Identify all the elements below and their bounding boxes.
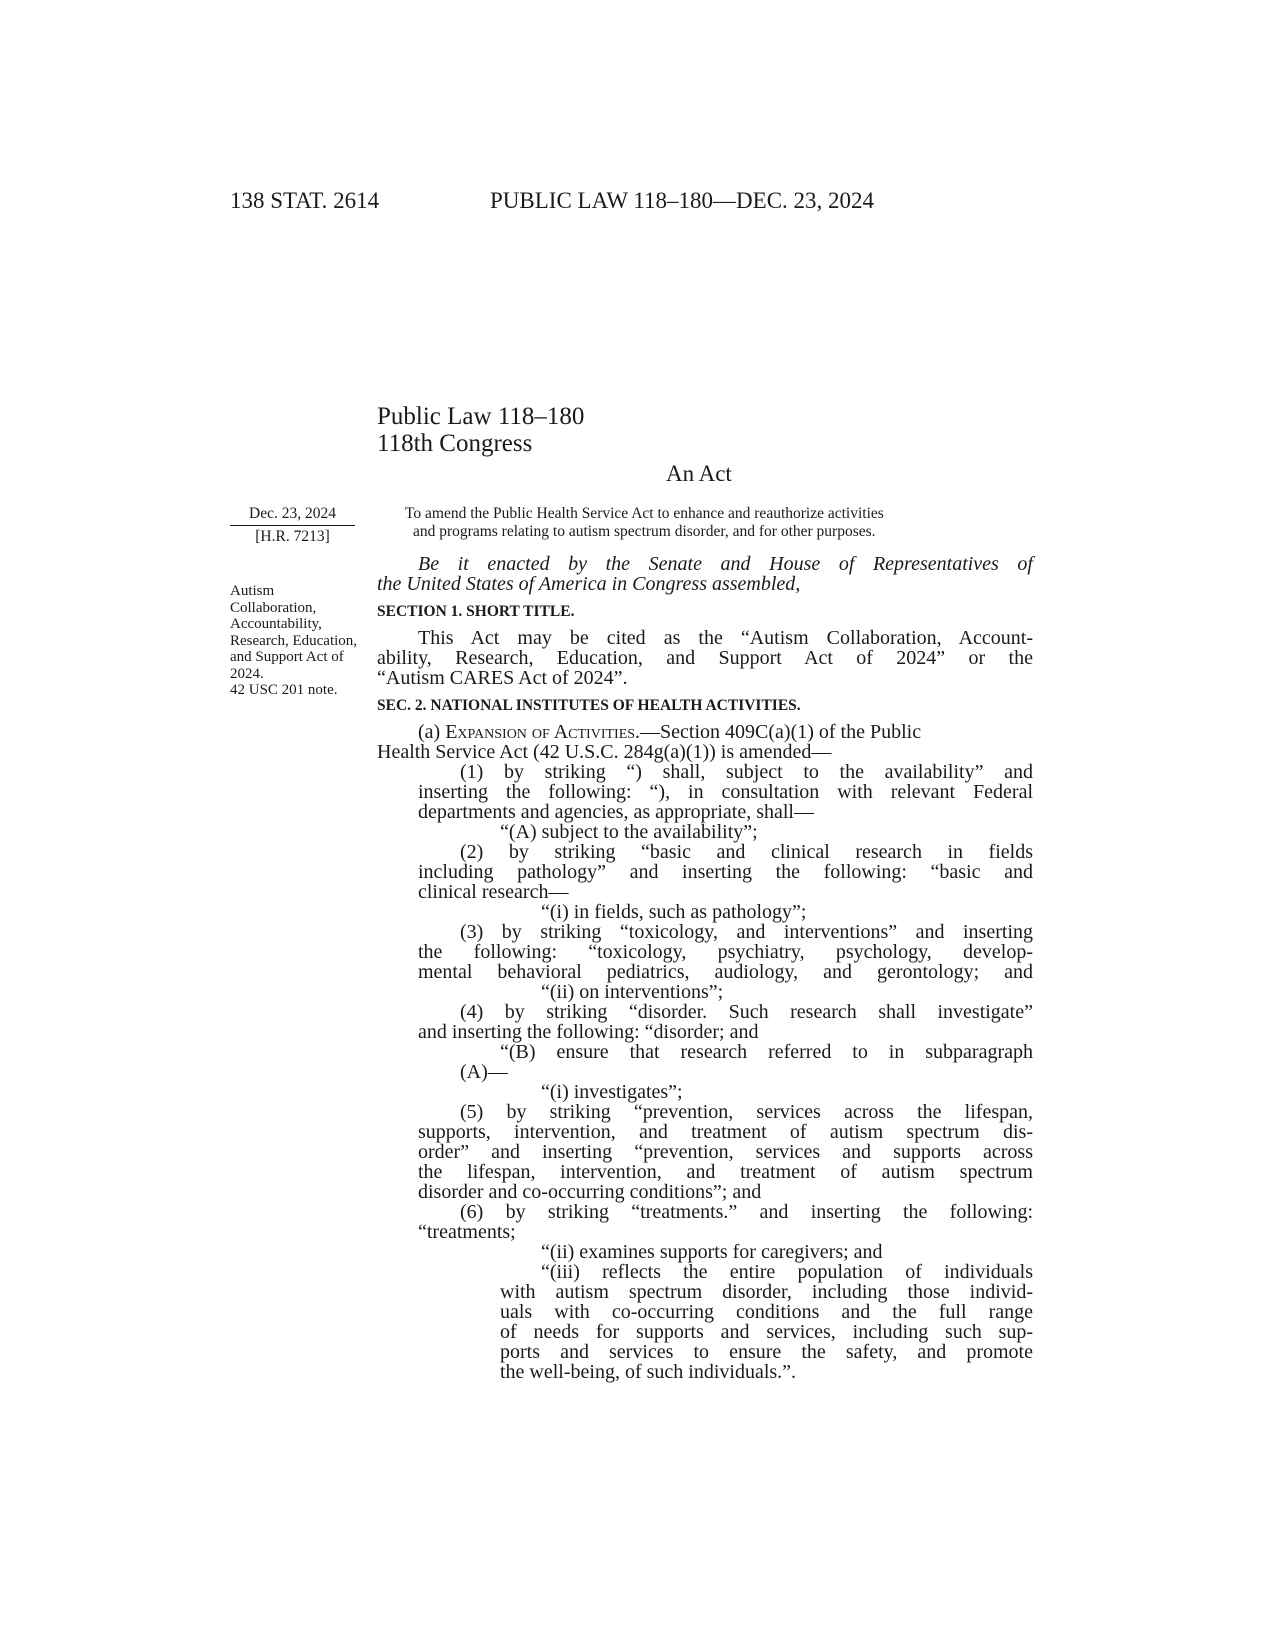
subsection-a-line	[418, 722, 1033, 743]
paragraph-4-line: and inserting the following: “disorder; and	[418, 1021, 759, 1043]
paragraph-1-subparagraph-a: “(A) subject to the availability”;	[500, 821, 758, 843]
paragraph-6-clause-iii: with autism spectrum disorder, including those individ-	[500, 1281, 1033, 1303]
enacting-clause-line: the United States of America in Congress assembled,	[377, 573, 801, 595]
paragraph-4-clause-i: “(i) investigates”;	[541, 1081, 683, 1103]
section-1-heading: SECTION 1. SHORT TITLE.	[377, 603, 575, 620]
running-head: PUBLIC LAW 118–180—DEC. 23, 2024	[490, 188, 875, 213]
purpose-line: and programs relating to autism spectrum disorder, and for other purposes.	[413, 523, 876, 540]
paragraph-5-line: supports, intervention, and treatment of autism spectrum dis-	[418, 1121, 1033, 1143]
paragraph-3-line: the following: “toxicology, psychiatry, psychology, develop-	[418, 941, 1033, 963]
section-1-line: “Autism CARES Act of 2024”.	[377, 667, 628, 689]
paragraph-2-line: (2) by striking “basic and clinical research in fields	[460, 841, 1033, 863]
subsection-caption: Expansion of Activities.	[445, 721, 641, 743]
paragraph-1-line: (1) by striking “) shall, subject to the availability” and	[460, 761, 1033, 783]
margin-note-short-title	[230, 583, 360, 699]
short-title-note: Autism Collaboration, Accountability, Research, Education, and Support Act of 2024.	[230, 583, 358, 682]
section-1-line: ability, Research, Education, and Support Act of 2024” or the	[377, 647, 1033, 669]
subsection-label: (a)	[418, 721, 446, 743]
paragraph-3-line: (3) by striking “toxicology, and interventions” and inserting	[460, 921, 1033, 943]
paragraph-6-clause-iii: the well-being, of such individuals.”.	[500, 1361, 797, 1383]
congress-number: 118th Congress	[377, 430, 533, 457]
paragraph-1-line: inserting the following: “), in consultation with relevant Federal	[418, 781, 1033, 803]
paragraph-1-line: departments and agencies, as appropriate, shall—	[418, 801, 814, 823]
paragraph-6-clause-iii: of needs for supports and services, including such sup-	[500, 1321, 1033, 1343]
paragraph-5-line: disorder and co-occurring conditions”; and	[418, 1181, 762, 1203]
paragraph-4-subparagraph-b: “(B) ensure that research referred to in subparagraph	[500, 1041, 1033, 1063]
purpose-clause	[405, 505, 884, 541]
paragraph-6-clause-iii: “(iii) reflects the entire population of individuals	[541, 1261, 1033, 1283]
stat-reference: 138 STAT. 2614	[230, 188, 380, 213]
section-2-heading: SEC. 2. NATIONAL INSTITUTES OF HEALTH ACTIVITIES.	[377, 697, 801, 714]
public-law-number: Public Law 118–180	[377, 403, 585, 430]
enactment-date-box	[230, 505, 355, 546]
paragraph-2-clause-i: “(i) in fields, such as pathology”;	[541, 901, 807, 923]
subsection-a-line: Health Service Act (42 U.S.C. 284g(a)(1)) is amended—	[377, 741, 832, 763]
paragraph-4-subparagraph-b: (A)—	[460, 1061, 508, 1083]
enacting-clause-line: Be it enacted by the Senate and House of Representatives of	[418, 553, 1033, 575]
paragraph-6-clause-ii: “(ii) examines supports for caregivers; and	[541, 1241, 883, 1263]
paragraph-5-line: order” and inserting “prevention, services and supports across	[418, 1141, 1033, 1163]
paragraph-6-clause-iii: ports and services to ensure the safety, and promote	[500, 1341, 1033, 1363]
paragraph-2-line: clinical research—	[418, 881, 569, 903]
paragraph-3-clause-ii: “(ii) on interventions”;	[541, 981, 724, 1003]
section-1-line: This Act may be cited as the “Autism Collaboration, Account-	[418, 627, 1033, 649]
paragraph-6-clause-iii: uals with co-occurring conditions and the full range	[500, 1301, 1033, 1323]
purpose-line: To amend the Public Health Service Act to enhance and reauthorize activities	[405, 505, 884, 522]
bill-number: [H.R. 7213]	[255, 528, 330, 545]
paragraph-4-line: (4) by striking “disorder. Such research shall investigate”	[460, 1001, 1033, 1023]
paragraph-2-line: including pathology” and inserting the following: “basic and	[418, 861, 1033, 883]
paragraph-6-line: “treatments;	[418, 1221, 516, 1243]
subsection-text: —Section 409C(a)(1) of the Public	[640, 721, 922, 743]
paragraph-5-line: the lifespan, intervention, and treatment of autism spectrum	[418, 1161, 1033, 1183]
paragraph-3-line: mental behavioral pediatrics, audiology, and gerontology; and	[418, 961, 1033, 983]
enactment-date: Dec. 23, 2024	[230, 505, 355, 526]
an-act-heading: An Act	[666, 461, 732, 486]
paragraph-5-line: (5) by striking “prevention, services across the lifespan,	[460, 1101, 1033, 1123]
paragraph-6-line: (6) by striking “treatments.” and inserting the following:	[460, 1201, 1033, 1223]
usc-note: 42 USC 201 note.	[230, 682, 338, 698]
